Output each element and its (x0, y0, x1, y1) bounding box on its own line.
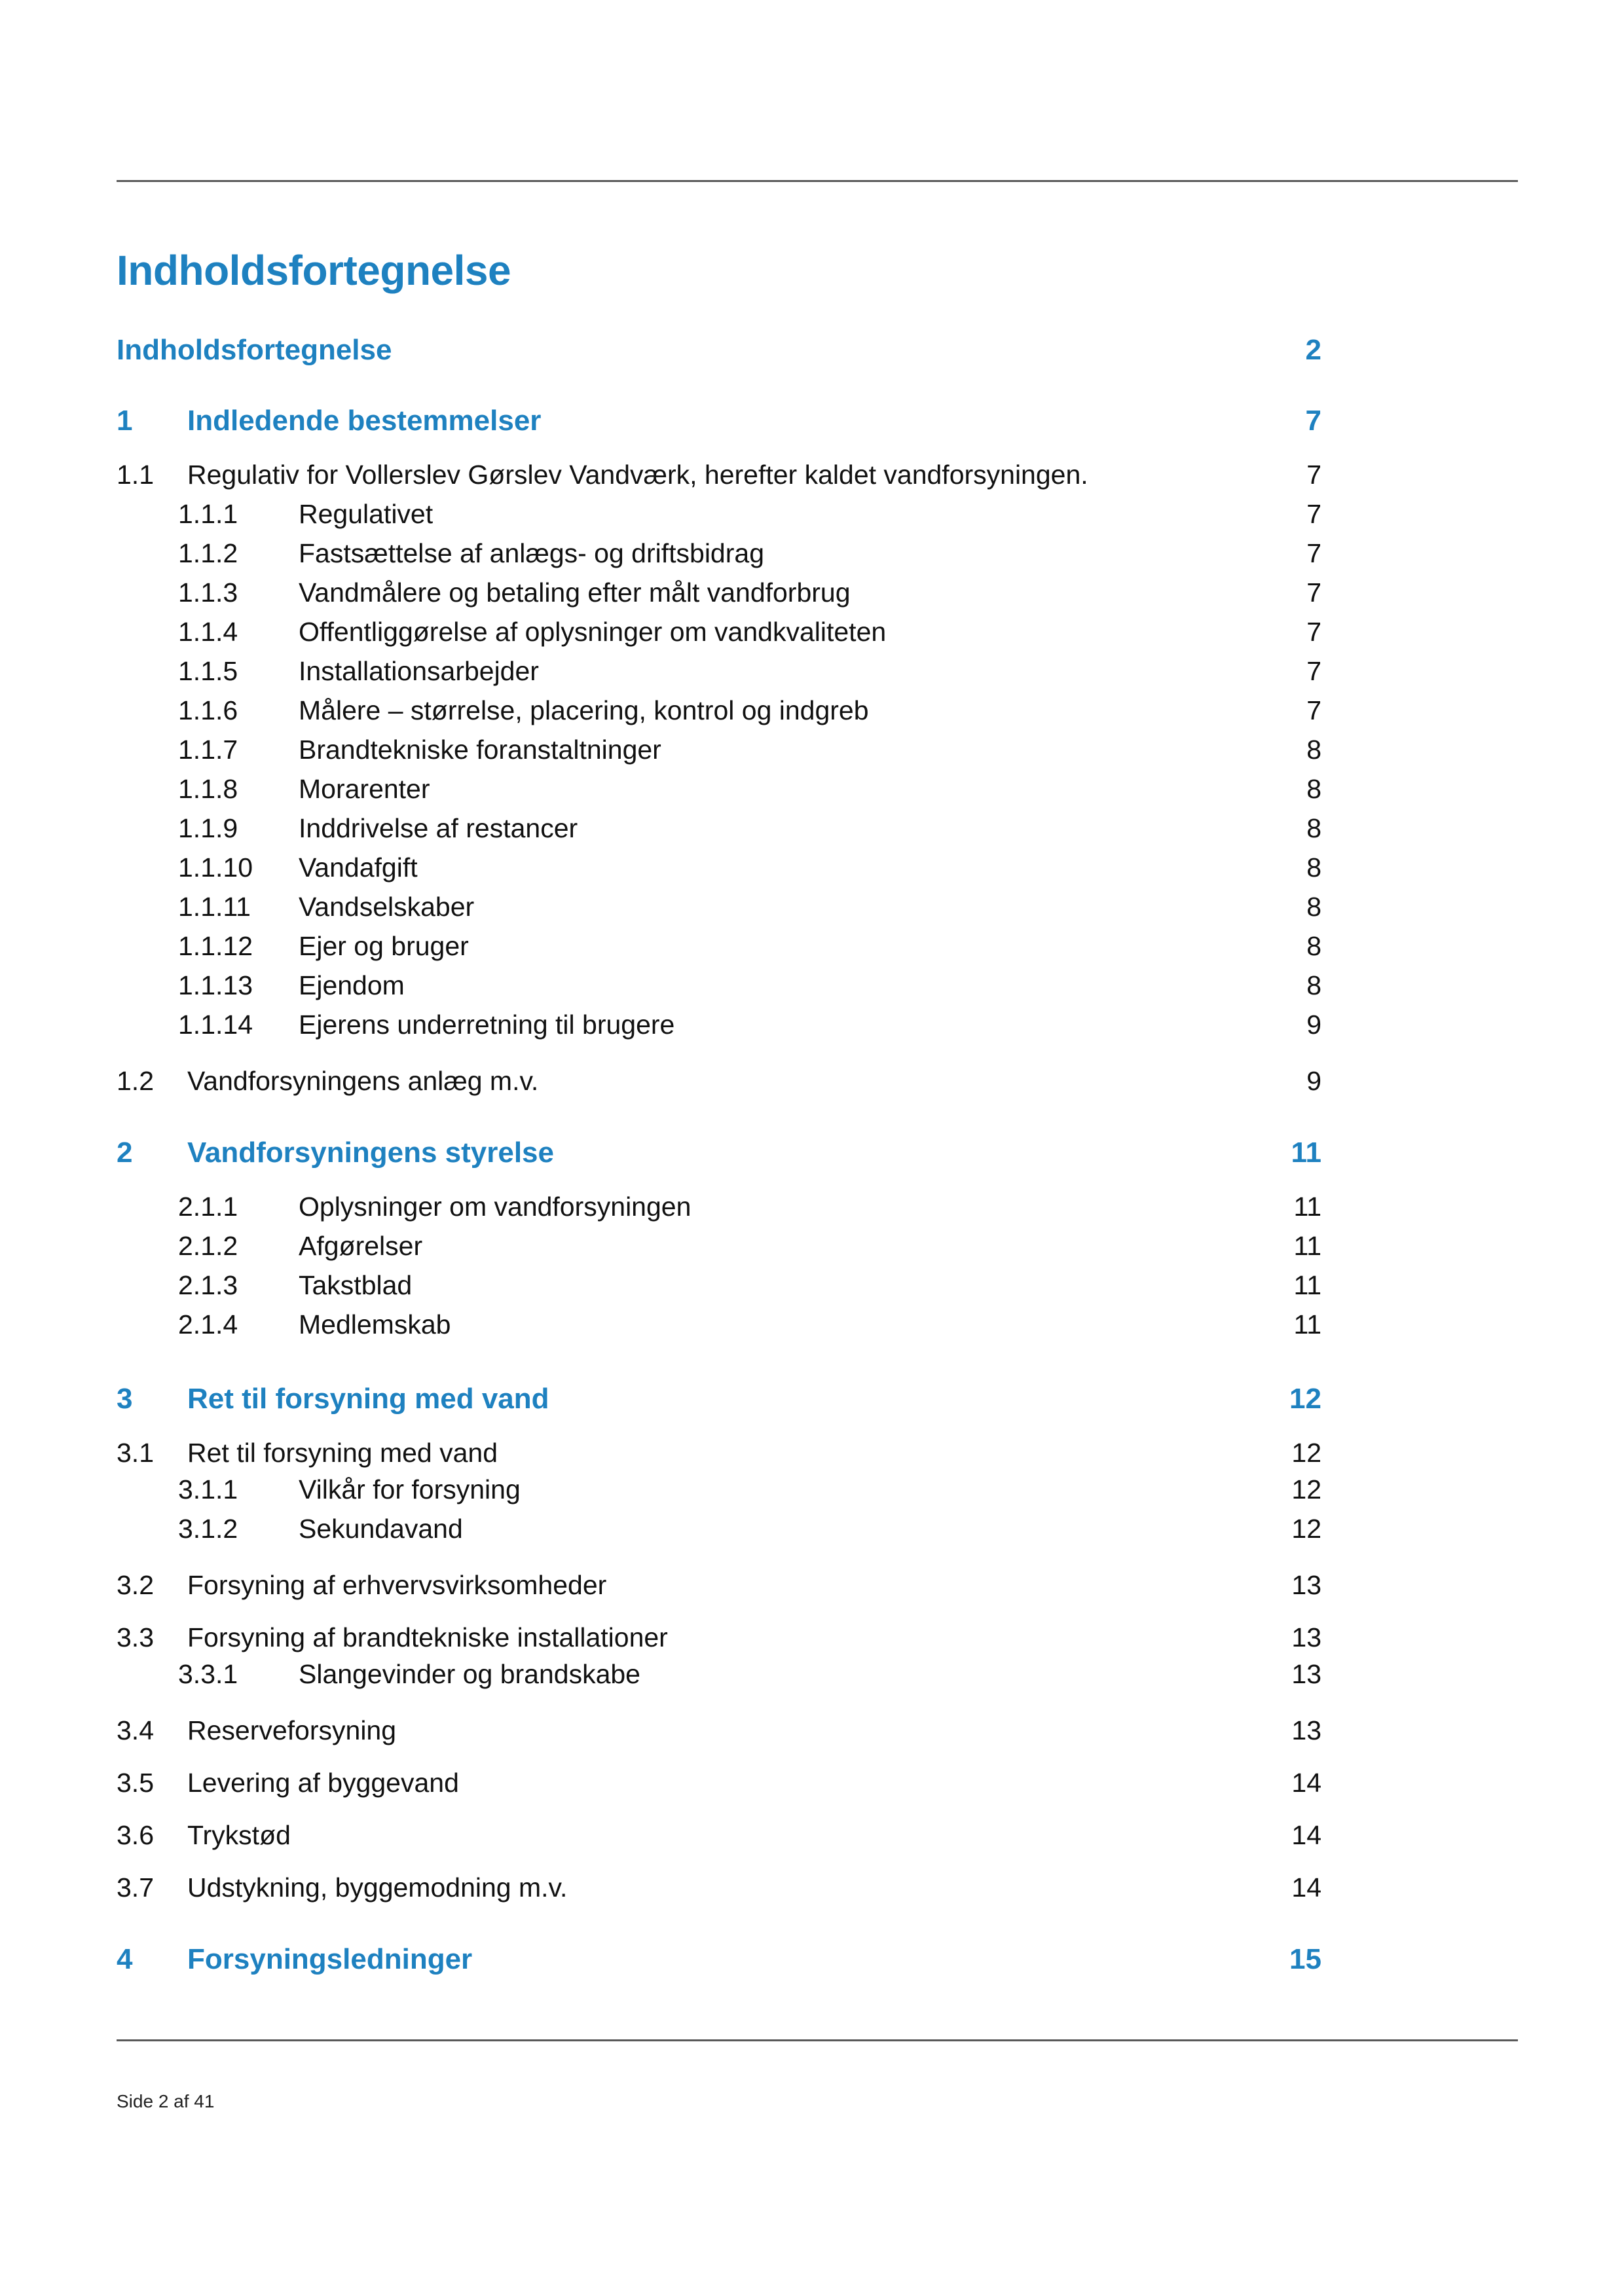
toc-entry-number: 2.1.4 (178, 1309, 238, 1339)
toc-entry-title: Forsyning af brandtekniske installationer (187, 1622, 668, 1652)
toc-entry-number: 1.1 (117, 460, 154, 490)
toc-entry-number: 1.1.13 (178, 970, 253, 1000)
toc-entry-number: 4 (117, 1943, 133, 1975)
toc-entry-number: 3.1 (117, 1438, 154, 1468)
toc-entry-page: 8 (1306, 970, 1321, 1000)
toc-entry-number: 2.1.1 (178, 1192, 238, 1222)
toc-entry-page: 11 (1293, 1192, 1321, 1222)
toc-entry-title: Offentliggørelse af oplysninger om vandkvaliteten (299, 617, 887, 647)
toc-entry[interactable] (0, 852, 1624, 892)
toc-entry-page: 11 (1293, 1231, 1321, 1261)
toc-entry-title: Indholdsfortegnelse (117, 334, 392, 366)
toc-entry[interactable] (0, 1570, 1624, 1609)
toc-entry-title: Regulativet (299, 499, 434, 529)
toc-entry[interactable] (0, 1231, 1624, 1270)
toc-entry-page: 12 (1291, 1514, 1321, 1544)
header-rule (117, 180, 1518, 182)
toc-entry-page: 12 (1291, 1474, 1321, 1504)
toc-entry-number: 2.1.3 (178, 1270, 238, 1300)
toc-entry-title: Morarenter (299, 774, 430, 804)
toc-entry[interactable] (0, 1438, 1624, 1477)
toc-entry-number: 1.1.8 (178, 774, 238, 804)
toc-entry-page: 13 (1291, 1659, 1321, 1689)
toc-entry[interactable] (0, 1383, 1624, 1422)
toc-entry-title: Vandselskaber (299, 892, 475, 922)
toc-entry-number: 1.1.2 (178, 538, 238, 568)
toc-entry[interactable] (0, 695, 1624, 735)
toc-entry-title: Vandafgift (299, 852, 418, 883)
toc-entry-page: 8 (1306, 774, 1321, 804)
toc-entry[interactable] (0, 1137, 1624, 1176)
toc-entry-page: 13 (1291, 1715, 1321, 1745)
toc-entry-title: Målere – størrelse, placering, kontrol og indgreb (299, 695, 869, 725)
toc-entry-page: 11 (1293, 1309, 1321, 1339)
toc-entry-page: 2 (1305, 334, 1321, 366)
toc-entry[interactable] (0, 1474, 1624, 1514)
toc-entry-title: Forsyning af erhvervsvirksomheder (187, 1570, 607, 1600)
toc-entry-title: Installationsarbejder (299, 656, 539, 686)
toc-entry-number: 2.1.2 (178, 1231, 238, 1261)
toc-entry-page: 9 (1306, 1010, 1321, 1040)
toc-entry-title: Reserveforsyning (187, 1715, 397, 1745)
toc-entry-page: 12 (1289, 1383, 1321, 1415)
toc-entry-title: Brandtekniske foranstaltninger (299, 735, 661, 765)
toc-entry[interactable] (0, 1622, 1624, 1662)
toc-entry-title: Regulativ for Vollerslev Gørslev Vandværk, herefter kaldet vandforsyningen. (187, 460, 1088, 490)
toc-entry-number: 1.1.11 (178, 892, 251, 922)
toc-entry-number: 3.2 (117, 1570, 154, 1600)
toc-entry-number: 3.4 (117, 1715, 154, 1745)
toc-entry-page: 7 (1306, 695, 1321, 725)
toc-entry-page: 7 (1306, 460, 1321, 490)
toc-entry-number: 1.1.12 (178, 931, 253, 961)
toc-entry-page: 14 (1291, 1768, 1321, 1798)
page-footer: Side 2 af 41 (117, 2091, 215, 2111)
toc-entry[interactable] (0, 813, 1624, 852)
toc-entry[interactable] (0, 656, 1624, 695)
toc-entry-number: 1.1.6 (178, 695, 238, 725)
toc-entry-number: 1.2 (117, 1066, 154, 1096)
toc-entry[interactable] (0, 931, 1624, 970)
toc-entry-page: 11 (1291, 1137, 1321, 1169)
toc-entry-page: 8 (1306, 892, 1321, 922)
toc-entry-title: Takstblad (299, 1270, 413, 1300)
toc-entry[interactable] (0, 1872, 1624, 1912)
toc-entry-page: 13 (1291, 1570, 1321, 1600)
toc-entry[interactable] (0, 1066, 1624, 1105)
toc-entry-title: Levering af byggevand (187, 1768, 459, 1798)
toc-entry[interactable] (0, 460, 1624, 499)
toc-entry-number: 1.1.1 (178, 499, 238, 529)
toc-entry[interactable] (0, 499, 1624, 538)
toc-entry-page: 7 (1305, 405, 1321, 437)
toc-entry-title: Slangevinder og brandskabe (299, 1659, 640, 1689)
toc-entry[interactable] (0, 538, 1624, 577)
toc-entry-title: Inddrivelse af restancer (299, 813, 578, 843)
toc-entry-title: Ejerens underretning til brugere (299, 1010, 675, 1040)
toc-entry-title: Vilkår for forsyning (299, 1474, 521, 1504)
toc-entry-number: 3.3 (117, 1622, 154, 1652)
toc-entry-number: 1.1.10 (178, 852, 253, 883)
toc-entry-title: Forsyningsledninger (187, 1943, 473, 1975)
toc-entry-number: 3.7 (117, 1872, 154, 1903)
toc-entry-number: 1 (117, 405, 133, 437)
toc-entry-title: Medlemskab (299, 1309, 451, 1339)
toc-entry-title: Indledende bestemmelser (187, 405, 542, 437)
toc-entry-number: 1.1.7 (178, 735, 238, 765)
toc-entry[interactable] (0, 735, 1624, 774)
toc-entry-page: 15 (1289, 1943, 1321, 1975)
toc-entry[interactable] (0, 1010, 1624, 1049)
toc-entry[interactable] (0, 1514, 1624, 1553)
toc-entry-title: Trykstød (187, 1820, 291, 1850)
toc-entry[interactable] (0, 774, 1624, 813)
toc-entry[interactable] (0, 405, 1624, 444)
toc-entry[interactable] (0, 1192, 1624, 1231)
toc-entry-title: Sekundavand (299, 1514, 463, 1544)
toc-entry-page: 7 (1306, 499, 1321, 529)
footer-rule (117, 2039, 1518, 2041)
toc-entry-page: 8 (1306, 852, 1321, 883)
toc-entry[interactable] (0, 1943, 1624, 1982)
toc-entry-number: 1.1.5 (178, 656, 238, 686)
toc-entry-page: 8 (1306, 813, 1321, 843)
toc-entry[interactable] (0, 334, 1624, 373)
toc-entry-title: Vandforsyningens styrelse (187, 1137, 554, 1169)
toc-entry-title: Oplysninger om vandforsyningen (299, 1192, 692, 1222)
toc-entry[interactable] (0, 577, 1624, 617)
toc-entry-number: 3.1.1 (178, 1474, 238, 1504)
toc-entry[interactable] (0, 1768, 1624, 1807)
toc-entry-page: 7 (1306, 577, 1321, 608)
toc-entry[interactable] (0, 1309, 1624, 1349)
toc-entry-number: 1.1.3 (178, 577, 238, 608)
toc-entry-number: 1.1.4 (178, 617, 238, 647)
toc-entry-page: 14 (1291, 1820, 1321, 1850)
toc-entry-number: 1.1.14 (178, 1010, 253, 1040)
toc-entry-number: 3.5 (117, 1768, 154, 1798)
toc-entry-number: 3 (117, 1383, 133, 1415)
toc-entry[interactable] (0, 1270, 1624, 1309)
toc-entry-title: Udstykning, byggemodning m.v. (187, 1872, 568, 1903)
toc-entry-title: Vandforsyningens anlæg m.v. (187, 1066, 539, 1096)
toc-entry-page: 11 (1293, 1270, 1321, 1300)
toc-entry[interactable] (0, 1820, 1624, 1859)
toc-entry-number: 3.1.2 (178, 1514, 238, 1544)
toc-entry-page: 13 (1291, 1622, 1321, 1652)
toc-entry-page: 7 (1306, 538, 1321, 568)
toc-entry-number: 2 (117, 1137, 133, 1169)
toc-entry-title: Ret til forsyning med vand (187, 1438, 498, 1468)
toc-entry-title: Ejendom (299, 970, 405, 1000)
toc-entry-page: 9 (1306, 1066, 1321, 1096)
toc-entry[interactable] (0, 1715, 1624, 1755)
toc-entry-title: Fastsættelse af anlægs- og driftsbidrag (299, 538, 764, 568)
toc-entry[interactable] (0, 1659, 1624, 1698)
toc-entry-page: 12 (1291, 1438, 1321, 1468)
toc-entry-page: 7 (1306, 656, 1321, 686)
toc-entry-page: 8 (1306, 931, 1321, 961)
toc-entry-number: 3.6 (117, 1820, 154, 1850)
page-title: Indholdsfortegnelse (117, 247, 511, 294)
toc-entry-title: Ret til forsyning med vand (187, 1383, 549, 1415)
toc-entry[interactable] (0, 892, 1624, 931)
toc-entry-title: Afgørelser (299, 1231, 423, 1261)
toc-entry[interactable] (0, 970, 1624, 1010)
toc-entry-title: Vandmålere og betaling efter målt vandforbrug (299, 577, 851, 608)
toc-entry-page: 7 (1306, 617, 1321, 647)
toc-entry-page: 8 (1306, 735, 1321, 765)
toc-entry-title: Ejer og bruger (299, 931, 469, 961)
toc-entry-number: 1.1.9 (178, 813, 238, 843)
toc-entry-page: 14 (1291, 1872, 1321, 1903)
toc-entry[interactable] (0, 617, 1624, 656)
toc-entry-number: 3.3.1 (178, 1659, 238, 1689)
